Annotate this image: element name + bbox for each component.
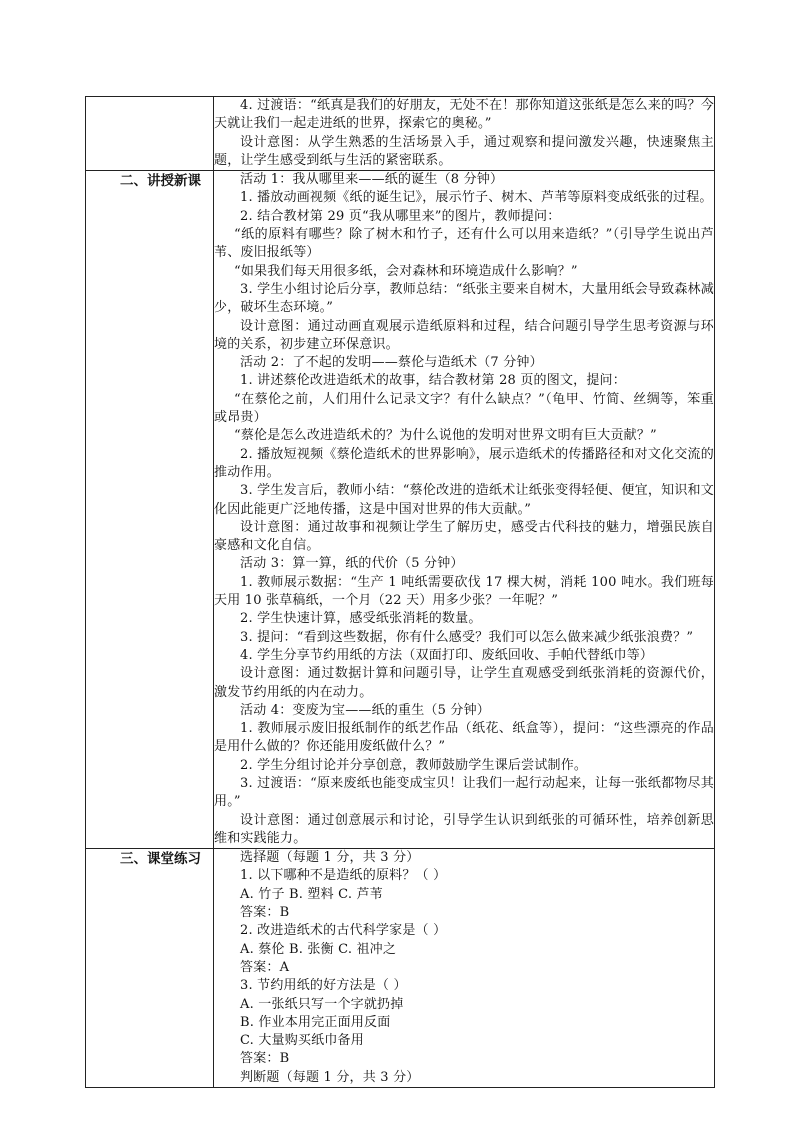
exercise-option: C. 大量购买纸巾备用 (240, 1033, 364, 1049)
lesson-plan-table (85, 96, 715, 1088)
exercise-heading: 选择题（每题 1 分，共 3 分） (240, 850, 420, 866)
design-intent: 设计意图：通过故事和视频让学生了解历史，感受古代科技的魅力，增强民族自豪感和文化自信。 (214, 519, 714, 554)
question: “蔡伦是怎么改进造纸术的？为什么说他的发明对世界文明有巨大贡献？” (234, 428, 657, 444)
exercise-question: 3. 节约用纸的好方法是（ ） (240, 978, 407, 994)
paragraph: 2. 结合教材第 29 页“我从哪里来”的图片，教师提问： (240, 208, 561, 224)
exercise-question: 1. 以下哪种不是造纸的原料？（ ） (240, 868, 447, 884)
section-content-cell (214, 849, 715, 1088)
table-row (86, 171, 715, 849)
paragraph: 4. 过渡语：“纸真是我们的好朋友，无处不在！那你知道这张纸是怎么来的吗？今天就让我们一起走进纸的世界，探索它的奥秘。” (214, 98, 714, 132)
exercise-option: A. 一张纸只写一个字就扔掉 (240, 996, 404, 1012)
paragraph: 3. 学生发言后，教师小结：“蔡伦改进的造纸术让纸张变得轻便、便宜，知识和文化因此能更广泛地传播，这是中国对世界的伟大贡献。” (214, 483, 714, 517)
paragraph: 1. 教师展示废旧报纸制作的纸艺作品（纸花、纸盒等），提问：“这些漂亮的作品是用什么做的？你还能用废纸做什么？” (214, 721, 714, 755)
exercise-heading: 判断题（每题 1 分，共 3 分） (240, 1069, 420, 1085)
design-intent: 设计意图：通过创意展示和讨论，引导学生认识到纸张的可循环性，培养创新思维和实践能力。 (214, 812, 714, 846)
exercise-answer: 答案：A (240, 959, 290, 975)
paragraph: 3. 提问：“看到这些数据，你有什么感受？我们可以怎么做来减少纸张浪费？” (240, 629, 694, 645)
activity-heading: 活动 4：变废为宝——纸的重生（5 分钟） (240, 702, 491, 718)
paragraph: 1. 讲述蔡伦改进造纸术的故事，结合教材第 28 页的图文，提问： (240, 373, 626, 389)
paragraph: 3. 学生小组讨论后分享，教师总结：“纸张主要来自树木，大量用纸会导致森林减少，破坏生态环境。” (214, 281, 714, 316)
section-content-cell (214, 171, 715, 849)
design-intent: 设计意图：从学生熟悉的生活场景入手，通过观察和提问激发兴趣，快速聚焦主题，让学生感受到纸与生活的紧密联系。 (214, 134, 714, 168)
activity-heading: 活动 3：算一算，纸的代价（5 分钟） (240, 556, 464, 572)
section-label-teaching: 二、讲授新课 (120, 173, 201, 190)
table-row (86, 97, 715, 171)
question: “在蔡伦之前，人们用什么记录文字？有什么缺点？”（龟甲、竹简、丝绸等，笨重或昂贵） (214, 391, 714, 426)
paragraph: 2. 学生分组讨论并分享创意，教师鼓励学生课后尝试制作。 (240, 757, 588, 773)
section-label-cell (86, 97, 214, 171)
activity-heading: 活动 1：我从哪里来——纸的诞生（8 分钟） (240, 172, 504, 188)
question: “纸的原料有哪些？除了树木和竹子，还有什么可以用来造纸？”（引导学生说出芦苇、废旧报纸等） (214, 227, 714, 261)
paragraph: 2. 学生快速计算，感受纸张消耗的数量。 (240, 611, 482, 627)
exercise-options: A. 蔡伦 B. 张衡 C. 祖冲之 (240, 941, 397, 957)
section-label-cell (86, 849, 214, 1088)
exercise-answer: 答案：B (240, 905, 290, 921)
question: “如果我们每天用很多纸，会对森林和环境造成什么影响？” (234, 263, 578, 279)
paragraph: 1. 教师展示数据：“生产 1 吨纸需要砍伐 17 棵大树，消耗 100 吨水。我们班每天用 10 张草稿纸，一个月（22 天）用多少张？一年呢？” (214, 574, 714, 609)
paragraph: 1. 播放动画视频《纸的诞生记》，展示竹子、树木、芦苇等原料变成纸张的过程。 (240, 190, 713, 206)
exercise-options: A. 竹子 B. 塑料 C. 芦苇 (240, 886, 383, 902)
design-intent: 设计意图：通过数据计算和问题引导，让学生直观感受到纸张消耗的资源代价，激发节约用纸的内在动力。 (214, 666, 714, 700)
section-label-cell (86, 171, 214, 849)
section-label-practice: 三、课堂练习 (120, 851, 201, 868)
paragraph: 3. 过渡语：“原来废纸也能变成宝贝！让我们一起行动起来，让每一张纸都物尽其用。” (214, 775, 714, 810)
exercise-question: 2. 改进造纸术的古代科学家是（ ） (240, 923, 447, 939)
section-content-cell (214, 97, 715, 171)
paragraph: 2. 播放短视频《蔡伦造纸术的世界影响》，展示造纸术的传播路径和对文化交流的推动作用。 (214, 446, 714, 480)
table-row (86, 849, 715, 1088)
exercise-option: B. 作业本用完正面用反面 (240, 1014, 391, 1030)
paragraph: 4. 学生分享节约用纸的方法（双面打印、废纸回收、手帕代替纸巾等） (240, 647, 654, 663)
activity-heading: 活动 2：了不起的发明——蔡伦与造纸术（7 分钟） (240, 355, 543, 371)
design-intent: 设计意图：通过动画直观展示造纸原料和过程，结合问题引导学生思考资源与环境的关系，初步建立环保意识。 (214, 318, 714, 352)
exercise-answer: 答案：B (240, 1051, 290, 1067)
